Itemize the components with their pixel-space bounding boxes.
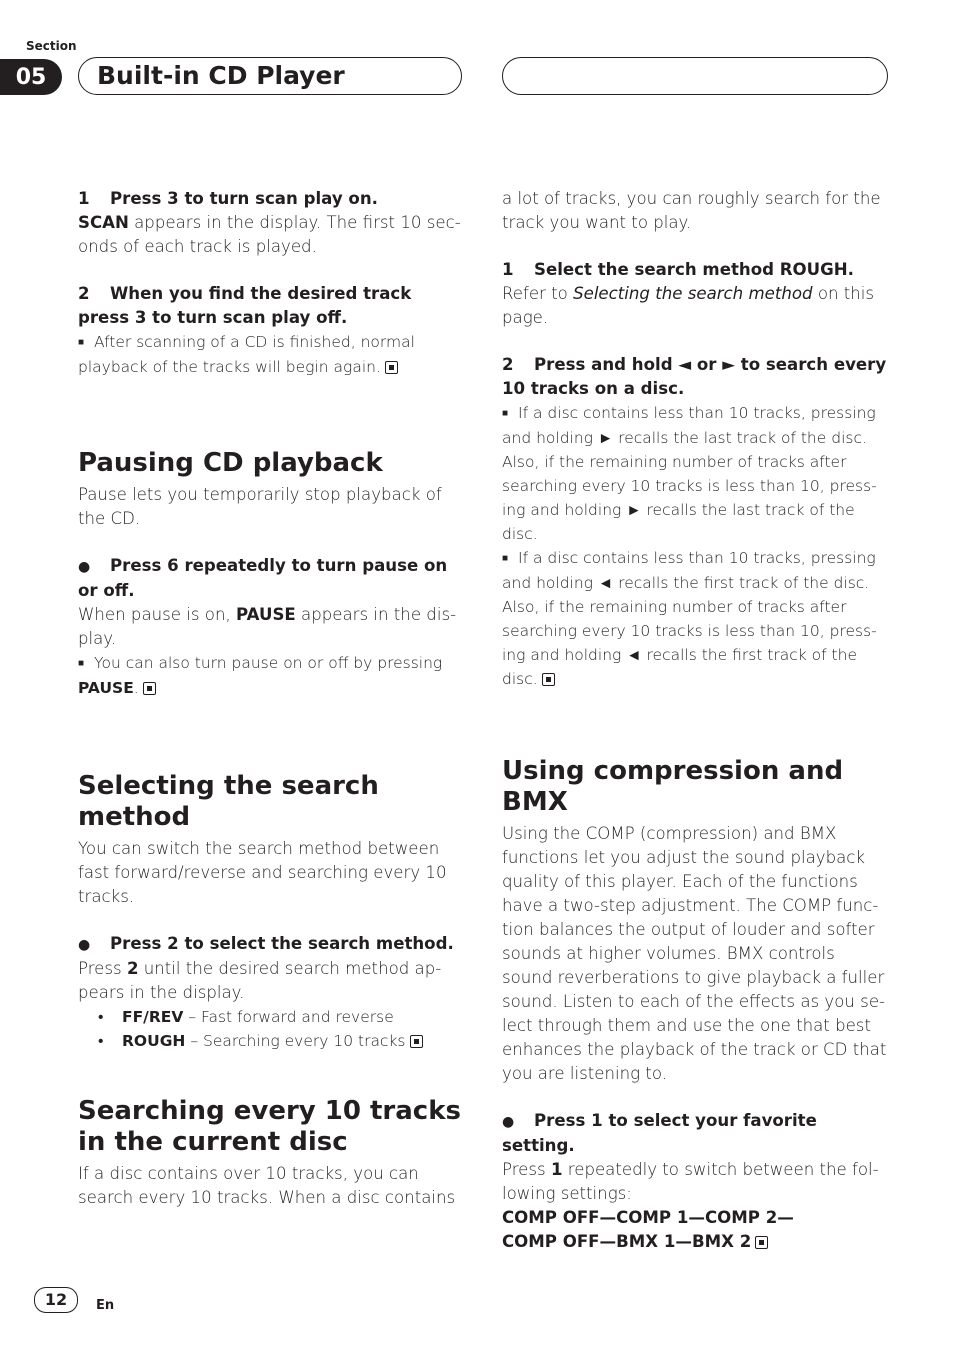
section-label: Section (26, 39, 77, 53)
right-header-frame (502, 57, 888, 95)
end-mark-icon (385, 361, 398, 374)
end-mark-icon (143, 682, 156, 695)
rough-note-1: ■ If a disc contains less than 10 tracks, pressing and holding ► recalls the last track of the disc. Also, if the remaining number of tracks after searching every 10 tracks is less than 10, press-ing and holding ► recalls the last track of the disc. (502, 404, 877, 543)
comp-body: Press 1 repeatedly to switch between the fol-lowing settings: (502, 1160, 879, 1203)
comp-sequence-2: COMP OFF—BMX 1—BMX 2 (502, 1230, 888, 1254)
comp-intro: Using the COMP (compression) and BMX functions let you adjust the sound playback quality of this player. Each of the functions have a two-step adjustment. The COMP func-tion balances the output of louder and softer sounds at higher volumes. BMX controls sound reverberations to give playback a fuller sound. Listen to each of the effects as you se-lect through them and use the one that best enhances the playback of the track or CD that you are listening to. (502, 824, 887, 1083)
scan-body: SCAN appears in the display. The first 10 sec-onds of each track is played. (78, 213, 461, 256)
end-mark-icon (755, 1236, 768, 1249)
every10-intro: If a disc contains over 10 tracks, you can search every 10 tracks. When a disc contains (78, 1164, 456, 1207)
scan-note: ■ After scanning of a CD is finished, normal playback of the tracks will begin again. (78, 333, 415, 376)
search-method-section (78, 771, 468, 1053)
rough-continued-text: a lot of tracks, you can roughly search for the track you want to play. (502, 189, 881, 232)
pause-heading: Pausing CD playback (78, 448, 383, 478)
search-method-body: Press 2 until the desired search method ap-pears in the display. (78, 959, 442, 1002)
every10-heading: Searching every 10 tracks in the current disc (78, 1096, 461, 1157)
comp-heading: Using compression and BMX (502, 756, 844, 817)
scan-section (78, 187, 468, 379)
scan-step-1: 1 Press 3 to turn scan play on. (78, 189, 378, 208)
page-number: 12 (34, 1287, 78, 1313)
search-item-rough: • ROUGH – Searching every 10 tracks (78, 1029, 468, 1053)
search-method-intro: You can switch the search method between fast forward/reverse and searching every 10 tracks. (78, 839, 447, 906)
language-code: En (96, 1298, 115, 1313)
search-method-step: ● Press 2 to select the search method. (78, 934, 454, 953)
scan-step-2: 2 When you find the desired track press 3 to turn scan play off. (78, 284, 412, 327)
comp-section (502, 756, 888, 1254)
search-item-ffrev: • FF/REV – Fast forward and reverse (98, 1008, 394, 1026)
search-method-heading: Selecting the search method (78, 771, 379, 832)
pause-note: ■ You can also turn pause on or off by pressing PAUSE. (78, 654, 443, 697)
section-number-badge: 05 (0, 59, 62, 95)
comp-step: ● Press 1 to select your favorite setting. (502, 1111, 817, 1155)
pause-section (78, 448, 468, 700)
comp-sequence-1: COMP OFF—COMP 1—COMP 2— (502, 1208, 794, 1227)
page-title: Built-in CD Player (97, 61, 345, 90)
rough-note-2: ■ If a disc contains less than 10 tracks, pressing and holding ◄ recalls the first track of the disc. Also, if the remaining number of tracks after searching every 10 tracks is less than 10, press-ing and holding ◄ recalls the first track of the disc. (502, 549, 877, 688)
pause-body: When pause is on, PAUSE appears in the dis-play. (78, 605, 457, 648)
rough-body: Refer to Selecting the search method on this page. (502, 284, 875, 327)
pause-intro: Pause lets you temporarily stop playback of the CD. (78, 485, 442, 528)
rough-section (502, 187, 888, 691)
rough-step-1: 1 Select the search method ROUGH. (502, 260, 854, 279)
every10-section (78, 1096, 468, 1210)
end-mark-icon (542, 673, 555, 686)
end-mark-icon (410, 1035, 423, 1048)
pause-step: ● Press 6 repeatedly to turn pause on or off. (78, 556, 448, 600)
rough-step-2: 2 Press and hold ◄ or ► to search every 10 tracks on a disc. (502, 355, 887, 398)
